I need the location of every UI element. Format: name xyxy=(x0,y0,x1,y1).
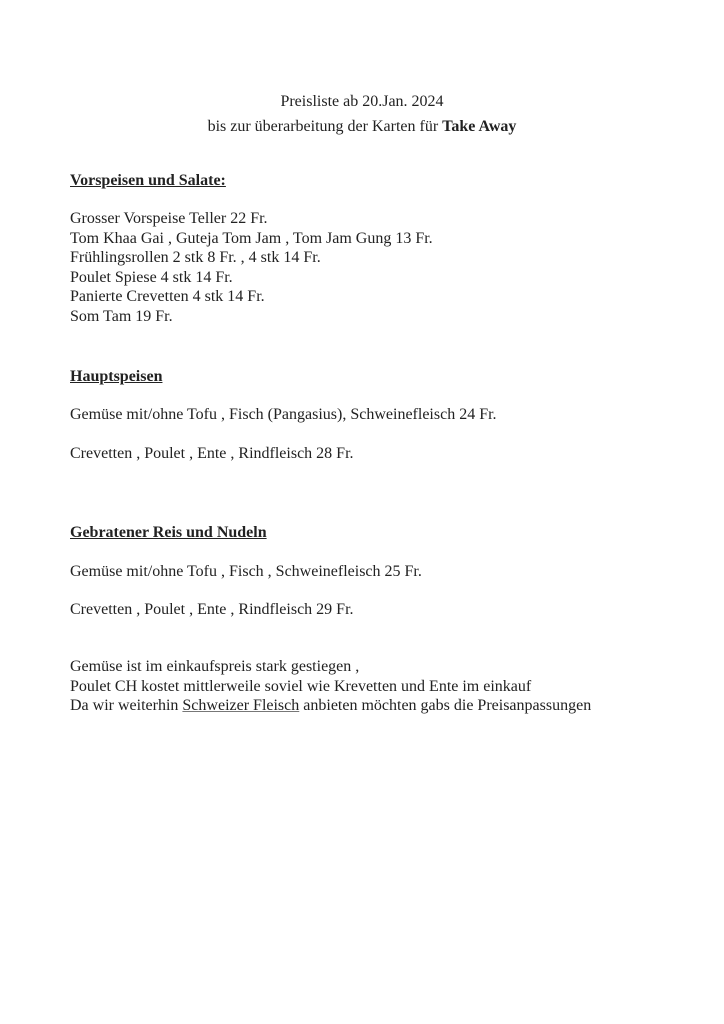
section-heading-vorspeisen: Vorspeisen und Salate: xyxy=(70,172,226,189)
menu-item: Gemüse mit/ohne Tofu , Fisch , Schweinefleisch 25 Fr. xyxy=(70,563,422,580)
menu-item: Gemüse mit/ohne Tofu , Fisch (Pangasius), Schweinefleisch 24 Fr. xyxy=(70,406,497,423)
note-underlined-text: Schweizer Fleisch xyxy=(182,697,300,714)
title-line-2 xyxy=(0,117,724,137)
menu-item: Crevetten , Poulet , Ente , Rindfleisch 29 Fr. xyxy=(70,601,354,618)
section-heading-hauptspeisen: Hauptspeisen xyxy=(70,368,163,385)
menu-item: Tom Khaa Gai , Guteja Tom Jam , Tom Jam Gung 13 Fr. xyxy=(70,229,433,247)
menu-item: Poulet Spiese 4 stk 14 Fr. xyxy=(70,268,233,286)
menu-item: Crevetten , Poulet , Ente , Rindfleisch 28 Fr. xyxy=(70,445,354,462)
note-line-3-suffix: anbieten möchten gabs die Preisanpassungen xyxy=(299,697,592,714)
title-line-1: Preisliste ab 20.Jan. 2024 xyxy=(280,93,444,110)
title-take-away: Take Away xyxy=(442,118,517,135)
note-line-2: Poulet CH kostet mittlerweile soviel wie Krevetten und Ente im einkauf xyxy=(70,677,532,695)
menu-item: Som Tam 19 Fr. xyxy=(70,307,173,325)
menu-item: Grosser Vorspeise Teller 22 Fr. xyxy=(70,210,268,227)
note-line-3-prefix: Da wir weiterhin xyxy=(70,697,183,714)
section-heading-reis-nudeln: Gebratener Reis und Nudeln xyxy=(70,524,267,541)
title-line-2-text: bis zur überarbeitung der Karten für xyxy=(207,118,443,135)
note-line-3 xyxy=(70,696,591,716)
menu-item: Frühlingsrollen 2 stk 8 Fr. , 4 stk 14 Fr. xyxy=(70,249,321,266)
note-line-1: Gemüse ist im einkaufspreis stark gestiegen , xyxy=(70,658,360,675)
menu-item: Panierte Crevetten 4 stk 14 Fr. xyxy=(70,288,265,305)
